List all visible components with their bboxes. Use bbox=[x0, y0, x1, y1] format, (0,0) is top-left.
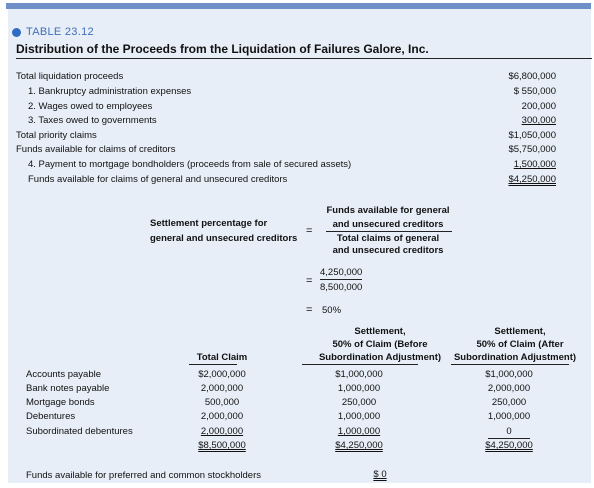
claim-total-sum: $8,500,000 bbox=[198, 440, 246, 451]
formula-numerator-value: 4,250,000 bbox=[320, 267, 363, 278]
formula-fraction-bar bbox=[326, 231, 452, 232]
claim-after-2: 250,000 bbox=[491, 397, 527, 408]
claim-after-3: 1,000,000 bbox=[487, 411, 531, 422]
formula-denominator-value: 8,500,000 bbox=[320, 282, 363, 293]
formula-result: 50% bbox=[322, 305, 342, 316]
claim-before-2: 250,000 bbox=[341, 397, 377, 408]
claim-label-2: Mortgage bonds bbox=[26, 397, 95, 408]
footer-value: $ 0 bbox=[373, 469, 387, 480]
formula-denominator-line2: and unsecured creditors bbox=[332, 245, 444, 256]
header-before-line3: Subordination Adjustment) bbox=[318, 352, 442, 363]
formula-numerator-line2: and unsecured creditors bbox=[332, 219, 444, 230]
proceeds-value-5: $5,750,000 bbox=[508, 144, 556, 155]
claim-total-0: $2,000,000 bbox=[198, 369, 246, 380]
claim-after-4: 0 bbox=[506, 426, 512, 437]
header-after-line1: Settlement, bbox=[494, 326, 546, 337]
claim-before-4: 1,000,000 bbox=[337, 426, 381, 437]
header-before-line1: Settlement, bbox=[354, 326, 406, 337]
formula-denominator-line1: Total claims of general bbox=[336, 233, 440, 244]
footer-label: Funds available for preferred and common stockholders bbox=[26, 470, 261, 481]
proceeds-label-3: 3. Taxes owed to governments bbox=[28, 115, 157, 126]
table-title: Distribution of the Proceeds from the Liquidation of Failures Galore, Inc. bbox=[16, 42, 429, 56]
claim-total-3: 2,000,000 bbox=[200, 411, 244, 422]
proceeds-value-6: 1,500,000 bbox=[513, 159, 556, 170]
formula-numerator-line1: Funds available for general bbox=[326, 205, 450, 216]
header-total-claim: Total Claim bbox=[196, 352, 248, 363]
formula-equals-3: = bbox=[306, 304, 313, 316]
title-divider bbox=[16, 58, 592, 59]
formula-lhs-line1: Settlement percentage for bbox=[150, 218, 268, 229]
claim-total-1: 2,000,000 bbox=[200, 383, 244, 394]
claim-before-sum: $4,250,000 bbox=[335, 440, 383, 451]
header-after-rule bbox=[451, 364, 569, 365]
formula-value-bar bbox=[320, 279, 362, 280]
claim-total-4: 2,000,000 bbox=[200, 426, 244, 437]
proceeds-value-7: $4,250,000 bbox=[508, 174, 556, 185]
proceeds-value-2: 200,000 bbox=[521, 101, 556, 112]
header-after-line2: 50% of Claim (After bbox=[476, 339, 564, 350]
claim-after-1: 2,000,000 bbox=[487, 383, 531, 394]
header-after-line3: Subordination Adjustment) bbox=[453, 352, 577, 363]
claim-total-2: 500,000 bbox=[204, 397, 240, 408]
header-before-line2: 50% of Claim (Before bbox=[332, 339, 428, 350]
proceeds-value-0: $6,800,000 bbox=[508, 71, 556, 82]
header-total-rule bbox=[189, 364, 237, 365]
claim-label-0: Accounts payable bbox=[26, 369, 101, 380]
claim-after-4-underline bbox=[488, 438, 530, 439]
bullet-icon bbox=[12, 28, 21, 37]
claim-before-3: 1,000,000 bbox=[337, 411, 381, 422]
formula-equals-2: = bbox=[306, 275, 313, 287]
claim-after-sum: $4,250,000 bbox=[485, 440, 533, 451]
proceeds-value-4: $1,050,000 bbox=[508, 130, 556, 141]
proceeds-label-7: Funds available for claims of general and unsecured creditors bbox=[28, 174, 288, 185]
proceeds-value-3: 300,000 bbox=[521, 115, 556, 126]
proceeds-label-4: Total priority claims bbox=[16, 130, 97, 141]
proceeds-value-1: $ 550,000 bbox=[513, 86, 556, 97]
table-number: TABLE 23.12 bbox=[26, 26, 94, 38]
header-before-rule bbox=[302, 364, 418, 365]
claim-label-3: Debentures bbox=[26, 411, 76, 422]
formula-equals: = bbox=[306, 225, 313, 237]
claim-label-1: Bank notes payable bbox=[26, 383, 110, 394]
claim-before-1: 1,000,000 bbox=[337, 383, 381, 394]
proceeds-label-0: Total liquidation proceeds bbox=[16, 71, 124, 82]
proceeds-label-6: 4. Payment to mortgage bondholders (proceeds from sale of secured assets) bbox=[28, 159, 352, 170]
proceeds-label-5: Funds available for claims of creditors bbox=[16, 144, 176, 155]
claim-after-0: $1,000,000 bbox=[485, 369, 533, 380]
proceeds-label-1: 1. Bankruptcy administration expenses bbox=[28, 86, 192, 97]
proceeds-label-2: 2. Wages owed to employees bbox=[28, 101, 153, 112]
claim-before-0: $1,000,000 bbox=[335, 369, 383, 380]
claim-label-4: Subordinated debentures bbox=[26, 426, 133, 437]
formula-lhs-line2: general and unsecured creditors bbox=[150, 233, 298, 244]
table-label bbox=[12, 26, 94, 38]
